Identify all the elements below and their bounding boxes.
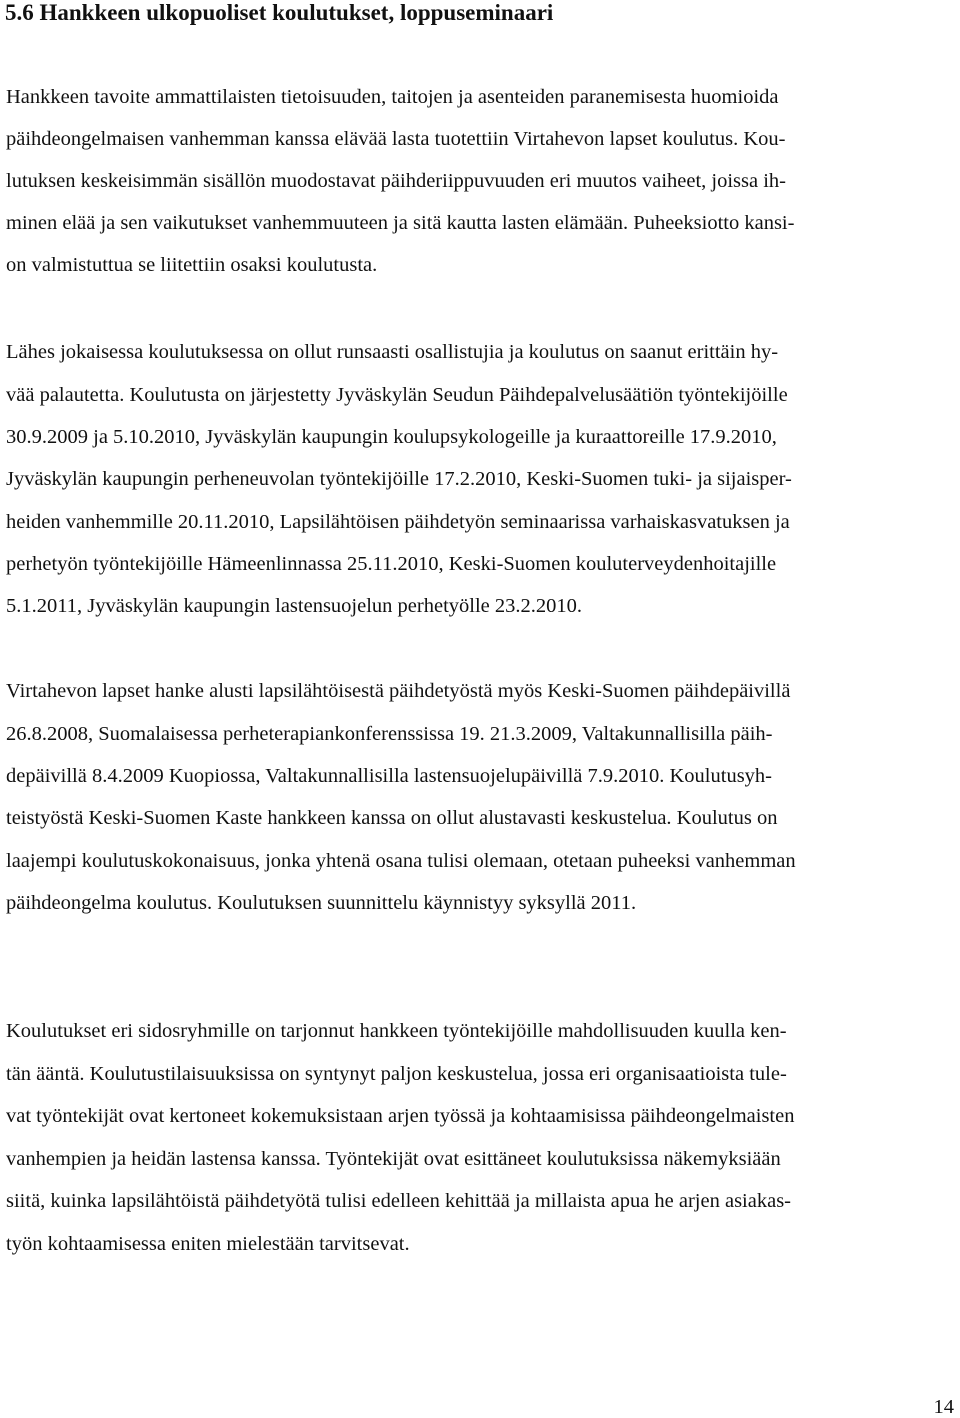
section-heading: 5.6 Hankkeen ulkopuoliset koulutukset, loppuseminaari	[5, 0, 554, 25]
paragraph-line: Lähes jokaisessa koulutuksessa on ollut runsaasti osallistujia ja koulutus on saanut erittäin hy-	[6, 341, 779, 363]
paragraph-line: päihdeongelma koulutus. Koulutuksen suunnittelu käynnistyy syksyllä 2011.	[6, 892, 637, 914]
paragraph-line: Hankkeen tavoite ammattilaisten tietoisuuden, taitojen ja asenteiden paranemisesta huomioida	[6, 86, 779, 108]
paragraph-line: Koulutukset eri sidosryhmille on tarjonnut hankkeen työntekijöille mahdollisuuden kuulla ken-	[6, 1020, 787, 1042]
paragraph-line: heiden vanhemmille 20.11.2010, Lapsilähtöisen päihdetyön seminaarissa varhaiskasvatuksen ja	[6, 511, 790, 533]
paragraph-line: vat työntekijät ovat kertoneet kokemuksistaan arjen työssä ja kohtaamisissa päihdeongelmaisten	[6, 1105, 795, 1127]
paragraph-line: on valmistuttua se liitettiin osaksi koulutusta.	[6, 254, 378, 276]
paragraph-line: vanhempien ja heidän lastensa kanssa. Työntekijät ovat esittäneet koulutuksissa näkemyksiään	[6, 1148, 781, 1170]
paragraph-line: Virtahevon lapset hanke alusti lapsilähtöisestä päihdetyöstä myös Keski-Suomen päihdepäivillä	[6, 680, 791, 702]
paragraph-line: 5.1.2011, Jyväskylän kaupungin lastensuojelun perhetyölle 23.2.2010.	[6, 595, 583, 617]
page-number: 14	[933, 1396, 954, 1418]
paragraph-line: päihdeongelmaisen vanhemman kanssa elävää lasta tuotettiin Virtahevon lapset koulutus. Kou-	[6, 128, 786, 150]
paragraph-line: laajempi koulutuskokonaisuus, jonka yhtenä osana tulisi olemaan, otetaan puheeksi vanhemman	[6, 850, 796, 872]
paragraph-line: lutuksen keskeisimmän sisällön muodostavat päihderiippuvuuden eri muutos vaiheet, joissa ih-	[6, 170, 787, 192]
paragraph-line: Jyväskylän kaupungin perheneuvolan työntekijöille 17.2.2010, Keski-Suomen tuki- ja sijaisper-	[6, 468, 792, 490]
paragraph-line: perhetyön työntekijöille Hämeenlinnassa 25.11.2010, Keski-Suomen kouluterveydenhoitajille	[6, 553, 777, 575]
paragraph-line: 26.8.2008, Suomalaisessa perheterapiankonferenssissa 19. 21.3.2009, Valtakunnallisilla päih-	[6, 723, 773, 745]
paragraph-line: minen elää ja sen vaikutukset vanhemmuuteen ja sitä kautta lasten elämään. Puheeksiotto kansi-	[6, 212, 795, 234]
paragraph-line: 30.9.2009 ja 5.10.2010, Jyväskylän kaupungin koulupsykologeille ja kuraattoreille 17.9.2010,	[6, 426, 777, 448]
paragraph-line: depäivillä 8.4.2009 Kuopiossa, Valtakunnallisilla lastensuojelupäivillä 7.9.2010. Koulutusyh-	[6, 765, 772, 787]
paragraph-line: työn kohtaamisessa eniten mielestään tarvitsevat.	[6, 1233, 410, 1255]
paragraph-line: tän ääntä. Koulutustilaisuuksissa on syntynyt paljon keskustelua, jossa eri organisaatioista tule-	[6, 1063, 787, 1085]
paragraph-line: teistyöstä Keski-Suomen Kaste hankkeen kanssa on ollut alustavasti keskustelua. Koulutus on	[6, 807, 778, 829]
paragraph-line: vää palautetta. Koulutusta on järjestetty Jyväskylän Seudun Päihdepalvelusäätiön työntekijöille	[6, 384, 788, 406]
paragraph-line: siitä, kuinka lapsilähtöistä päihdetyötä tulisi edelleen kehittää ja millaista apua he arjen asiakas-	[6, 1190, 792, 1212]
